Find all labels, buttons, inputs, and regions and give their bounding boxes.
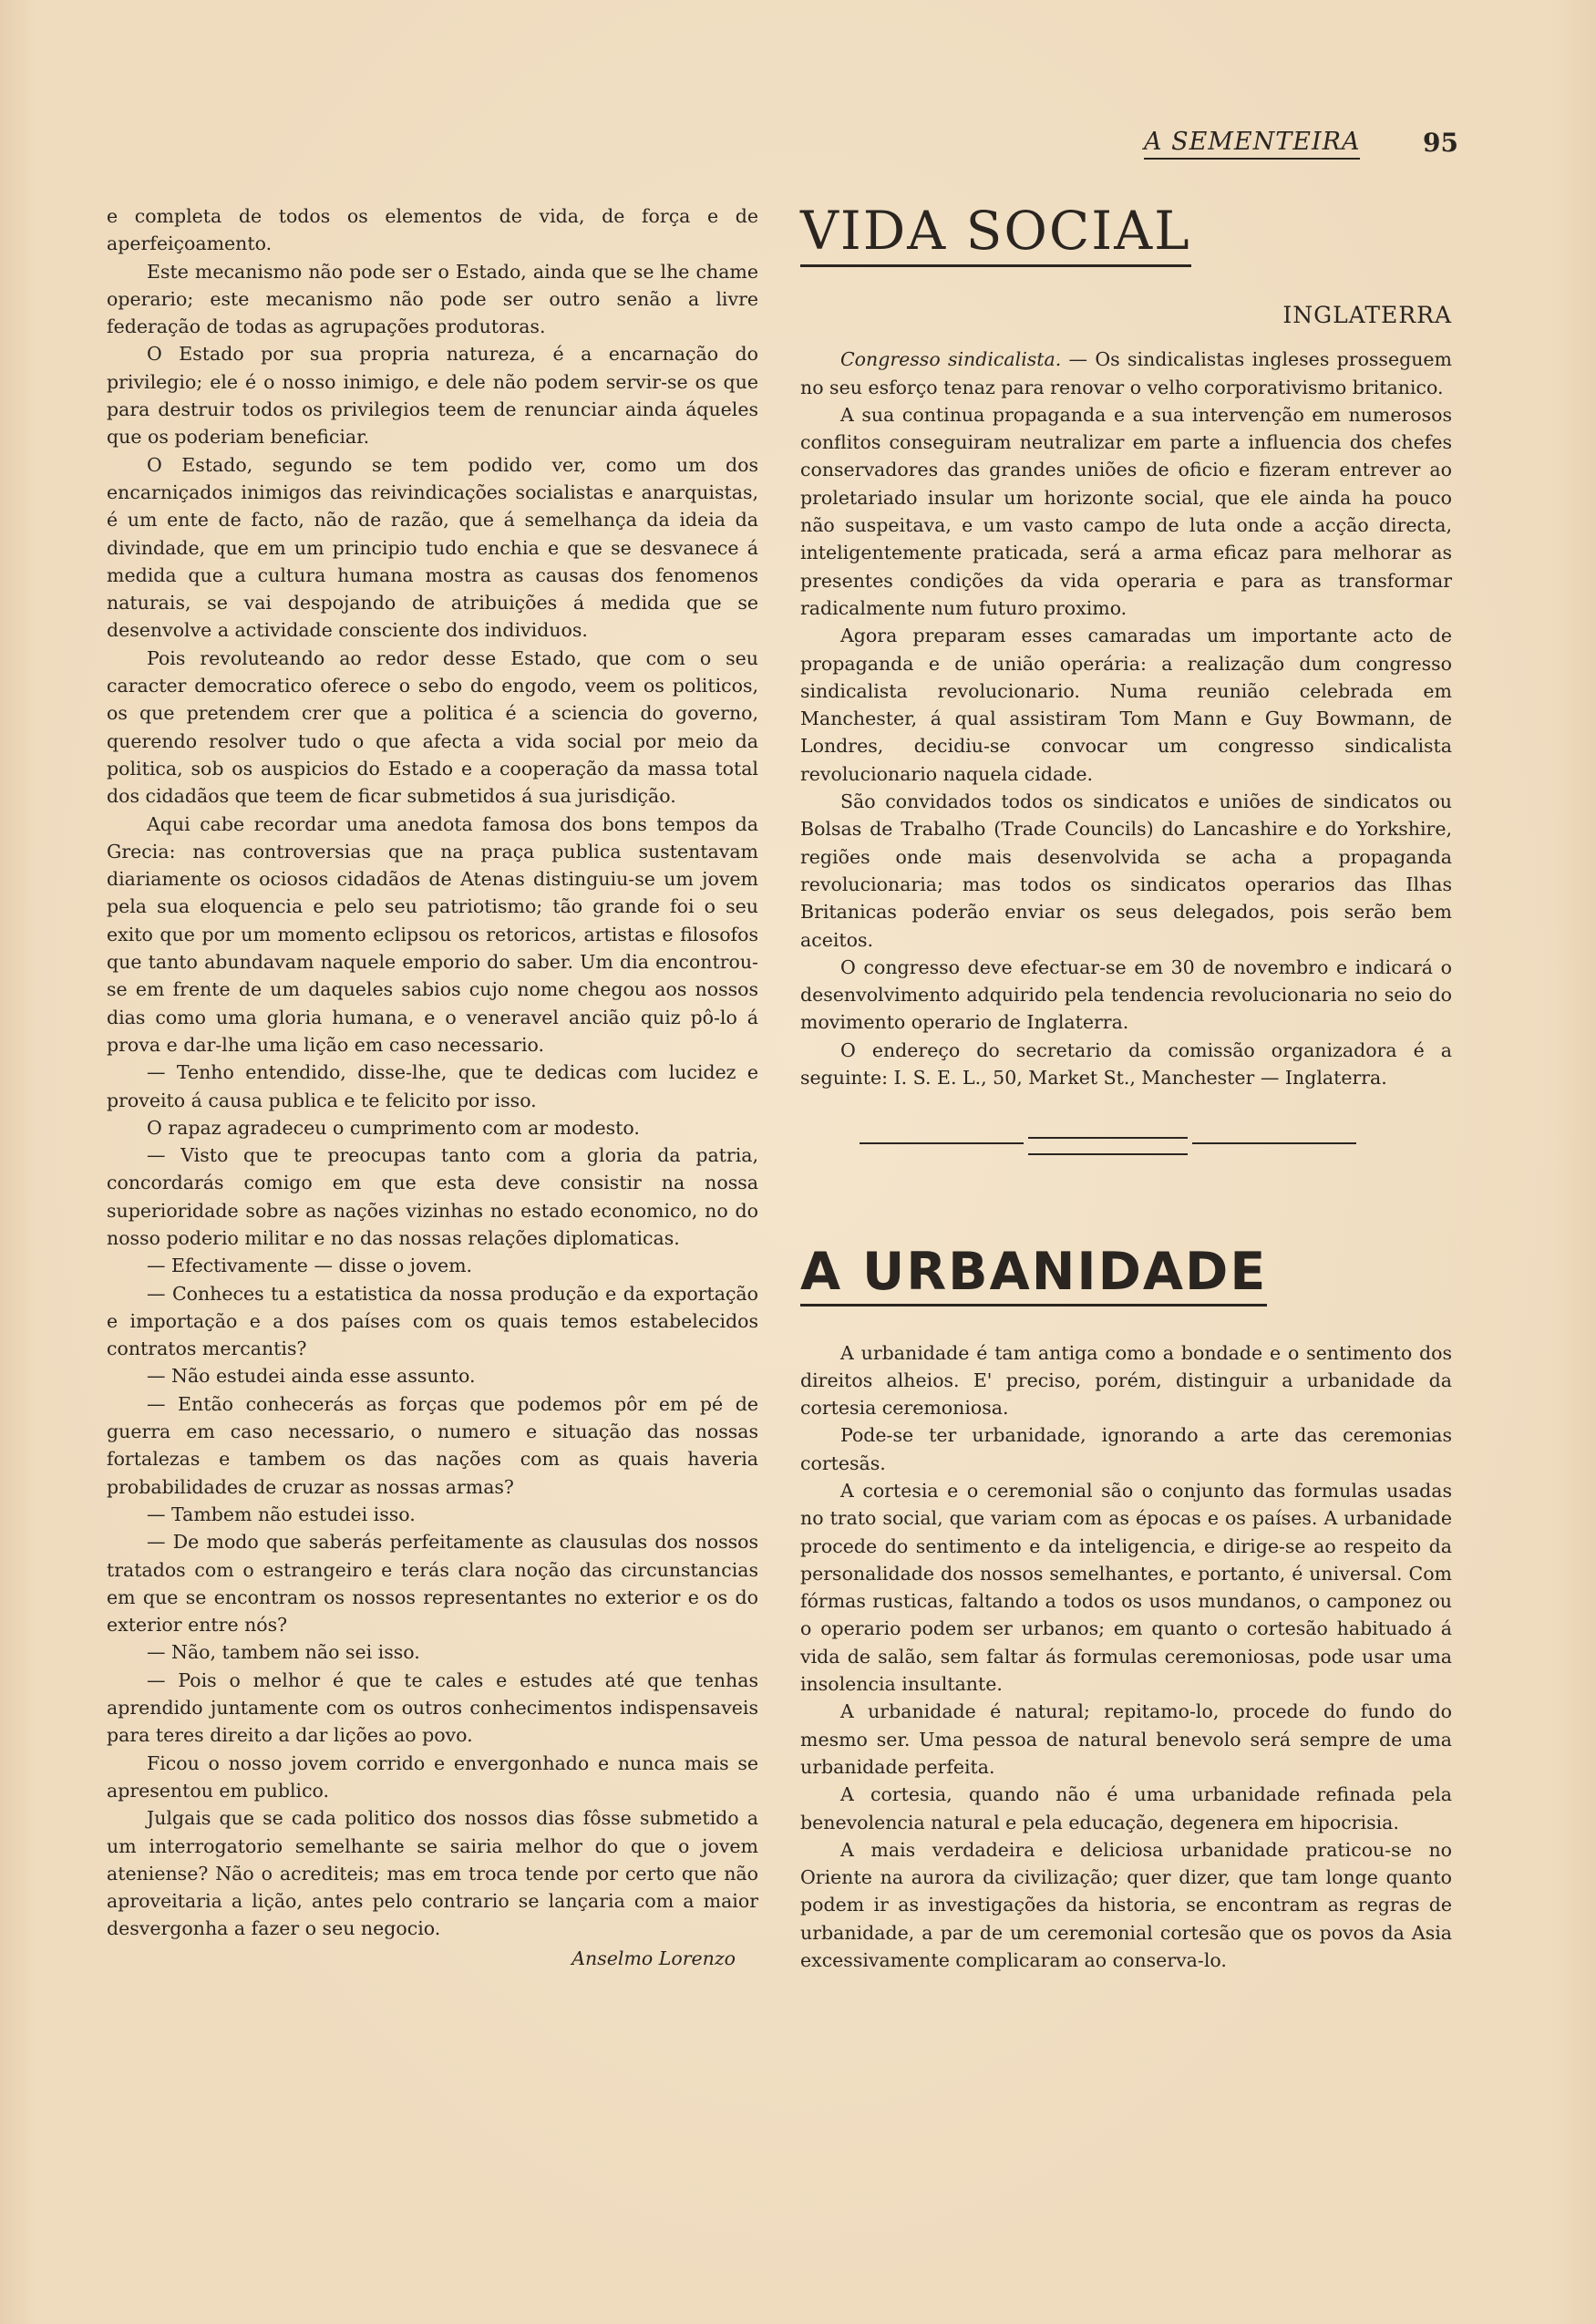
divider-rule bbox=[860, 1142, 1024, 1144]
dialogue-line: — Tambem não estudei isso. bbox=[147, 1503, 416, 1525]
paragraph: Aqui cabe recordar uma anedota famosa dos bons tempos da Grecia: nas controversias que na praça publica sustentavam diariamente os ociosos cidadãos de Atenas distinguiu-se um jovem pela sua eloquencia e pelo seu patriotismo; tão grande foi o seu exito que por um momento eclipsou os retoricos, artistas e filosofos que tanto abundavam naquele emporio do saber. Um dia encontrou-se em frente de um daqueles sabios cujo nome chegou aos nossos dias como uma gloria humana, e o veneravel ancião quiz pô-lo á prova e dar-lhe uma lição em caso necessario. bbox=[107, 812, 758, 1056]
country-heading: INGLATERRA bbox=[1282, 302, 1452, 328]
paragraph: A urbanidade é tam antiga como a bondade e o sentimento dos direitos alheios. E' preciso, porém, distinguir a urbanidade da cortesia ceremoniosa. bbox=[800, 1341, 1452, 1420]
paragraph: e completa de todos os elementos de vida, de força e de aperfeiçoamento. bbox=[107, 205, 758, 255]
dialogue-line: — Não estudei ainda esse assunto. bbox=[147, 1365, 476, 1388]
lead-text: — Os sindicalistas ingleses prosseguem no seu esforço tenaz para renovar o velho corporativismo britanico. bbox=[800, 348, 1452, 398]
section-title-urbanidade: A URBANIDADE bbox=[800, 1244, 1267, 1307]
paragraph: Julgais que se cada politico dos nossos dias fôsse submetido a um interrogatorio semelhante se sairia melhor do que o jovem ateniense? Não o acrediteis; mas em troca tende por certo que não aproveitaria a lição, antes pelo contrario se lançaria com a maior desvergonha a fazer o seu negocio. bbox=[107, 1807, 758, 1940]
running-title: A SEMENTEIRA bbox=[1144, 128, 1360, 160]
page-number: 95 bbox=[1423, 128, 1458, 158]
lead-paragraph bbox=[800, 346, 1452, 401]
paragraph: O endereço do secretario da comissão organizadora é a seguinte: I. S. E. L., 50, Market St., Manchester — Inglaterra. bbox=[800, 1038, 1452, 1090]
paragraph: Pois revoluteando ao redor desse Estado, que com o seu caracter democratico oferece o sebo do engodo, veem os politicos, os que pretendem crer que a politica é a sciencia do governo, querendo resolver tudo o que afecta a vida social por meio da politica, sob os auspicios do Estado e a cooperação da massa total dos cidadãos que teem de ficar submetidos á sua jurisdição. bbox=[107, 646, 758, 808]
paragraph: Este mecanismo não pode ser o Estado, ainda que se lhe chame operario; este mecanismo não pode ser outro senão a livre federação de todas as agrupações produtoras. bbox=[107, 260, 758, 338]
section-divider bbox=[800, 1126, 1452, 1172]
dialogue-line: — Então conhecerás as forças que podemos pôr em pé de guerra em caso necessario, o numero e situação das nossas fortalezas e tambem os das nações com as quais haveria probabilidades de cruzar as nossas armas? bbox=[107, 1392, 758, 1498]
paragraph: A cortesia e o ceremonial são o conjunto das formulas usadas no trato social, que variam com as épocas e os países. A urbanidade procede do sentimento e da inteligencia, e dirige-se ao respeito da personalidade dos nossos semelhantes, e portanto, é universal. Com fórmas rusticas, faltando a todos os usos mundanos, o camponez ou o operario podem ser urbanos; em quanto o cortesão habituado á vida de salão, sem faltar ás formulas ceremoniosas, pode usar uma insolencia insultante. bbox=[800, 1479, 1452, 1696]
dialogue-line: — Efectivamente — disse o jovem. bbox=[147, 1255, 473, 1277]
divider-rule bbox=[1192, 1142, 1356, 1144]
paragraph: O Estado por sua propria natureza, é a encarnação do privilegio; ele é o nosso inimigo, e dele não podem servir-se os que para destruir todos os privilegios teem de renunciar ainda áqueles que os poderiam beneficiar. bbox=[107, 343, 758, 449]
paragraph: A cortesia, quando não é uma urbanidade refinada pela benevolencia natural e pela educação, degenera em hipocrisia. bbox=[800, 1783, 1452, 1833]
paragraph: Agora preparam esses camaradas um importante acto de propaganda e de união operária: a realização dum congresso sindicalista revolucionario. Numa reunião celebrada em Manchester, á qual assistiram Tom Mann e Guy Bowmann, de Londres, decidiu-se convocar um congresso sindicalista revolucionario naquela cidade. bbox=[800, 625, 1452, 785]
paragraph: Pode-se ter urbanidade, ignorando a arte das ceremonias cortesãs. bbox=[800, 1424, 1452, 1474]
dialogue-line: — Pois o melhor é que te cales e estudes até que tenhas aprendido juntamente com os outros conhecimentos indispensaveis para teres direito a dar lições ao povo. bbox=[107, 1668, 758, 1747]
right-column bbox=[800, 202, 1452, 1974]
dialogue-line: — De modo que saberás perfeitamente as clausulas dos nossos tratados com o estrangeiro e terás clara noção das circunstancias em que se encontram os nossos representantes no exterior e os do exterior entre nós? bbox=[107, 1531, 758, 1637]
divider-rule bbox=[1028, 1137, 1188, 1139]
dialogue-line: — Tenho entendido, disse-lhe, que te dedicas com lucidez e proveito á causa publica e te felicito por isso. bbox=[107, 1061, 758, 1111]
dialogue-line: — Visto que te preocupas tanto com a gloria da patria, concordarás comigo em que esta deve consistir na nossa superioridade sobre as nações vizinhas no estado economico, no do nosso poderio militar e no das nossas relações diplomaticas. bbox=[107, 1144, 758, 1249]
paragraph: A urbanidade é natural; repitamo-lo, procede do fundo do mesmo ser. Uma pessoa de natural benevolo será sempre de uma urbanidade perfeita. bbox=[800, 1700, 1452, 1778]
left-column bbox=[107, 202, 758, 1972]
dialogue-line: — Não, tambem não sei isso. bbox=[147, 1641, 420, 1664]
paragraph: O rapaz agradeceu o cumprimento com ar modesto. bbox=[147, 1116, 640, 1139]
page-header bbox=[1144, 128, 1458, 164]
paragraph: A sua continua propaganda e a sua intervenção em numerosos conflitos conseguiram neutralizar em parte a influencia dos chefes conservadores das grandes uniões de oficio e fizeram entrever ao proletariado insular um horizonte social, que ele ainda ha pouco não suspeitava, e um vasto campo de luta onde a acção directa, inteligentemente praticada, será a arma eficaz para melhorar as presentes condições da vida operaria e para as transformar radicalmente num futuro proximo. bbox=[800, 403, 1452, 619]
author-signature: Anselmo Lorenzo bbox=[571, 1947, 736, 1969]
paragraph: O Estado, segundo se tem podido ver, como um dos encarniçados inimigos das reivindicações socialistas e anarquistas, é um ente de facto, não de razão, que á semelhança da ideia da divindade, que em um principio tudo enchia e que se desvanece á medida que a cultura humana mostra as causas dos fenomenos naturais, se vai despojando de atribuições á medida que se desenvolve a actividade consciente dos individuos. bbox=[107, 453, 758, 642]
dialogue-line: — Conheces tu a estatistica da nossa produção e da exportação e importação e a dos países com os quais temos estabelecidos contratos mercantis? bbox=[107, 1282, 758, 1360]
section-title-vida-social: VIDA SOCIAL bbox=[800, 202, 1191, 267]
divider-rule bbox=[1028, 1153, 1188, 1155]
paragraph: A mais verdadeira e deliciosa urbanidade praticou-se no Oriente na aurora da civilização; quer dizer, que tam longe quanto podem ir as investigações da historia, se encontram as regras de urbanidade, a par de um ceremonial cortesão que os povos da Asia excessivamente complicaram ao conserva-lo. bbox=[800, 1838, 1452, 1972]
paragraph: Ficou o nosso jovem corrido e envergonhado e nunca mais se apresentou em publico. bbox=[107, 1751, 758, 1802]
paragraph: O congresso deve efectuar-se em 30 de novembro e indicará o desenvolvimento adquirido pela tendencia revolucionaria no seio do movimento operario de Inglaterra. bbox=[800, 955, 1452, 1034]
paragraph: São convidados todos os sindicatos e uniões de sindicatos ou Bolsas de Trabalho (Trade Councils) do Lancashire e do Yorkshire, regiões onde mais desenvolvida se acha a propaganda revolucionaria; mas todos os sindicatos operarios das Ilhas Britanicas poderão enviar os seus delegados, pois serão bem aceitos. bbox=[800, 790, 1452, 951]
lead-subheading: Congresso sindicalista. bbox=[840, 348, 1062, 371]
